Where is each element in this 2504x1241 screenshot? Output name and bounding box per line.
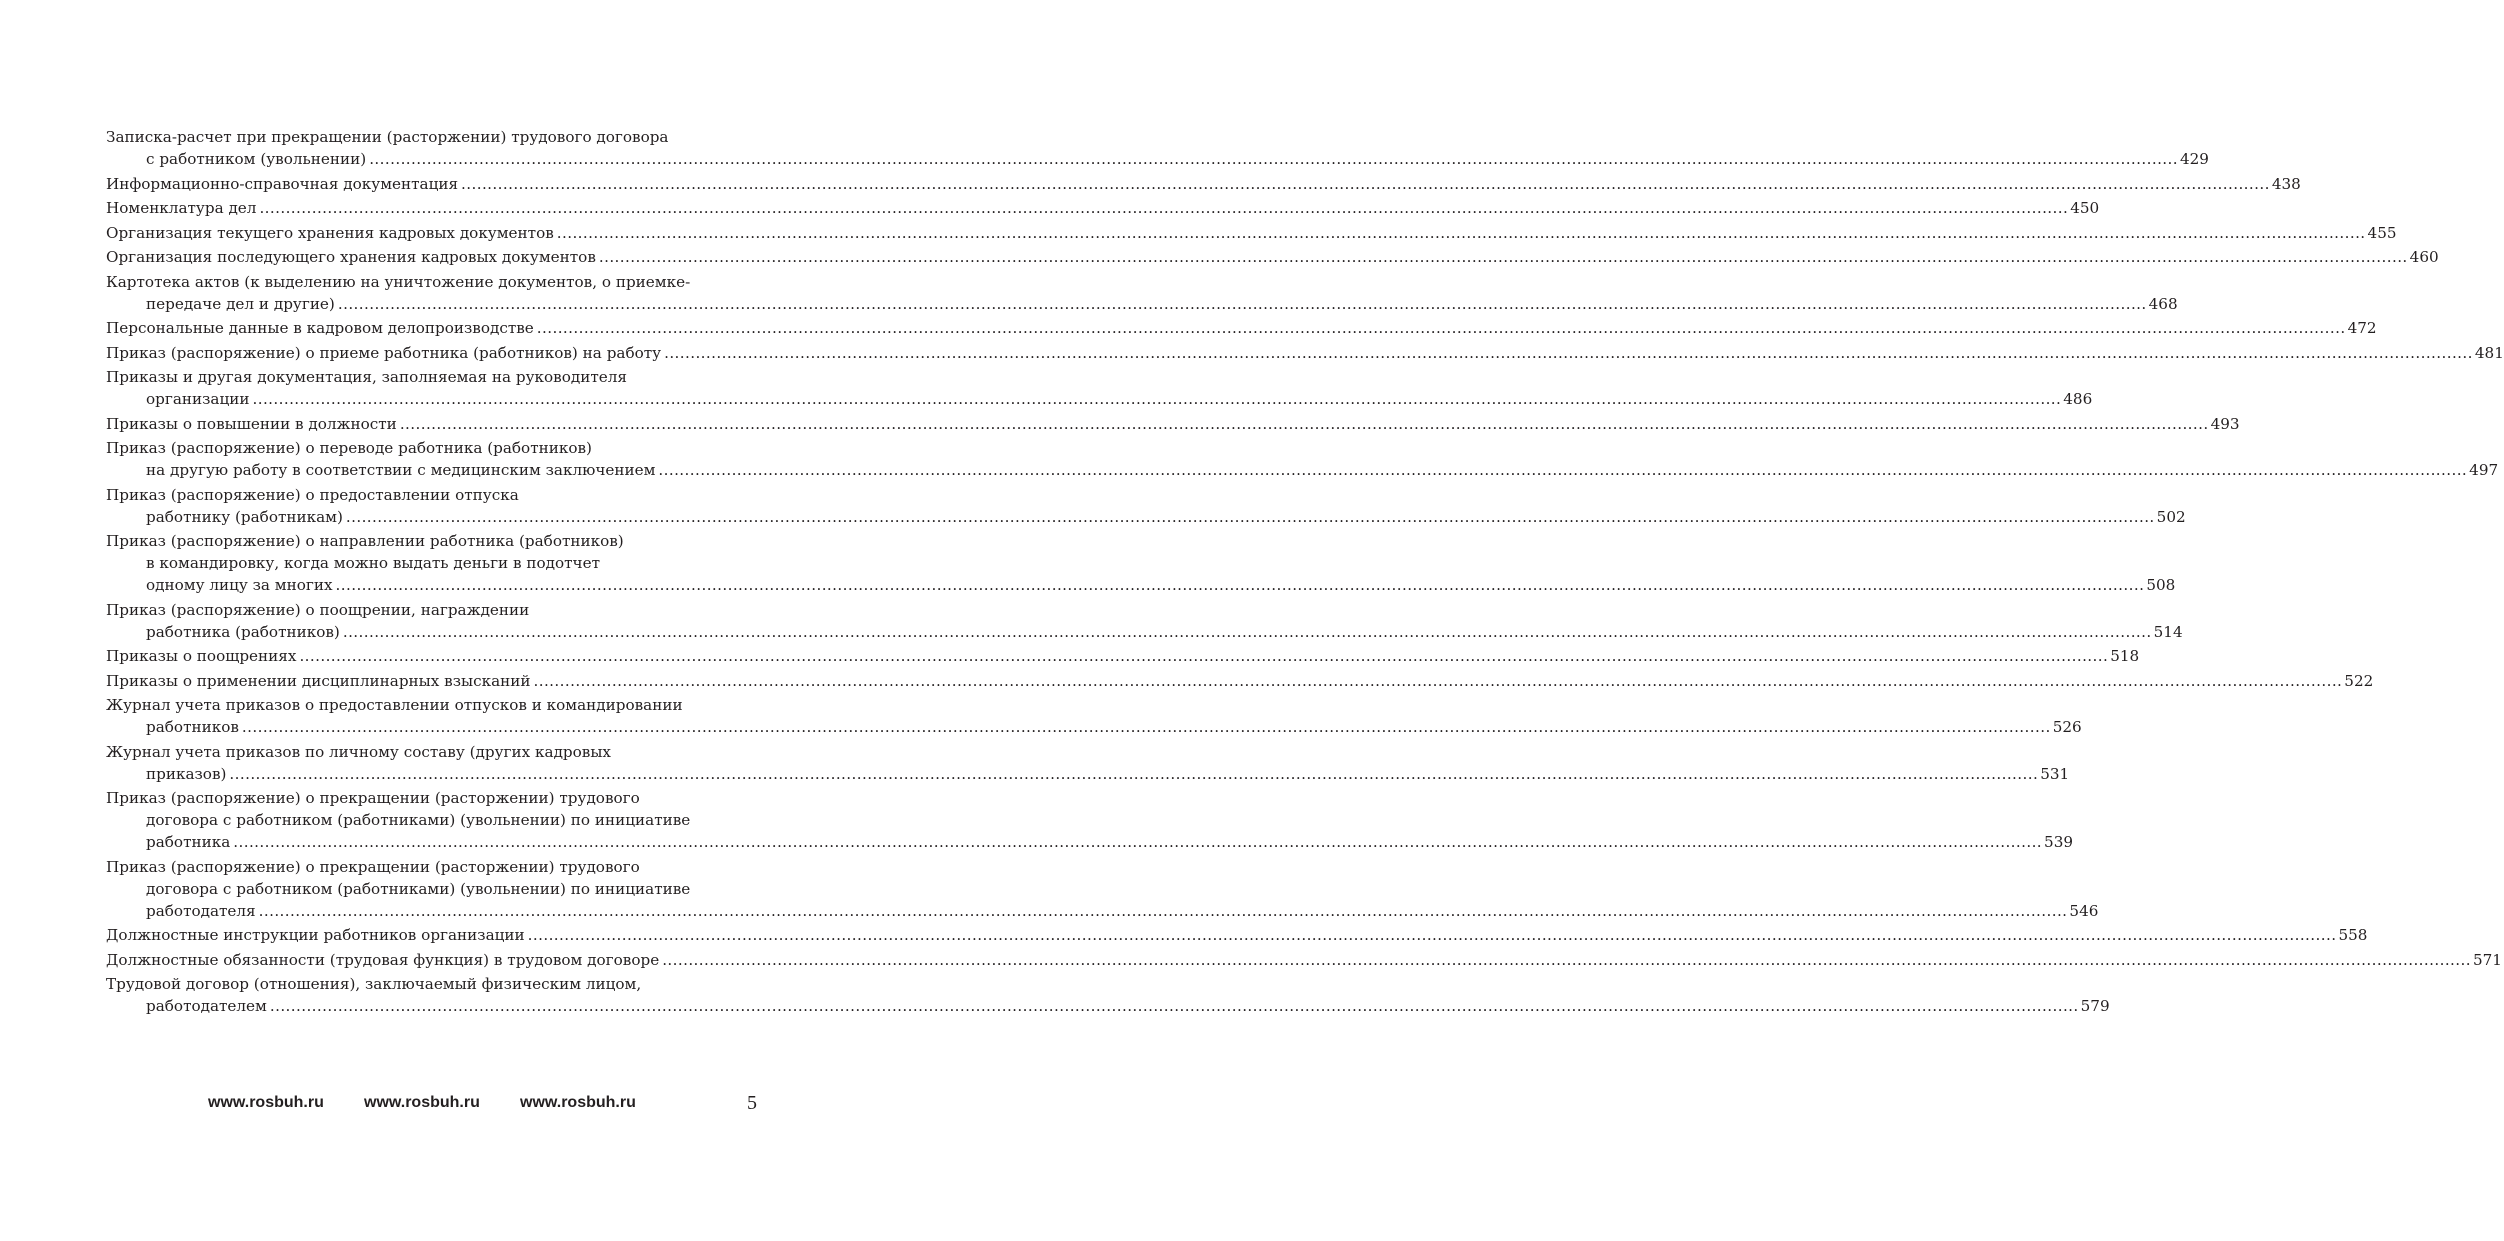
toc-entry-last-line [106, 388, 2093, 410]
toc-entry-last-line [106, 506, 2186, 528]
footer-url[interactable]: www.rosbuh.ru [208, 1094, 324, 1111]
page-footer [0, 1094, 857, 1118]
toc-dot-leader [242, 718, 2051, 736]
toc-page-number: 450 [2070, 199, 2100, 217]
toc-entry-last-line [106, 317, 2377, 339]
toc-dot-leader [338, 295, 2147, 313]
toc-page-number: 497 [2469, 461, 2499, 479]
toc-page-number: 455 [2367, 223, 2397, 242]
toc-entry[interactable] [106, 484, 2186, 528]
toc-entry-last-line [106, 670, 2374, 692]
toc-entry[interactable] [106, 787, 2074, 853]
page-number: 5 [747, 1092, 757, 1114]
toc-entry-last-line [106, 293, 2178, 315]
toc-entry[interactable] [106, 271, 2178, 315]
toc-entry-last-line [106, 763, 2070, 785]
toc-entry-last-line [106, 949, 2502, 971]
toc-page-number: 493 [2210, 414, 2240, 433]
toc-entry[interactable] [106, 366, 2093, 410]
toc-entry[interactable] [106, 342, 2504, 364]
toc-page-number: 502 [2156, 507, 2186, 526]
toc-entry-title-line: работнику (работникам) [146, 507, 343, 526]
toc-entry-title-line: Приказ (распоряжение) о переводе работника (работников) [106, 439, 592, 457]
toc-entry-title-line: Должностные инструкции работников организации [106, 926, 525, 944]
toc-entry-last-line [106, 900, 2099, 922]
toc-entry-title-line: Организация последующего хранения кадровых документов [106, 248, 596, 266]
toc-entry-title-line: Должностные обязанности (трудовая функция) в трудовом договоре [106, 950, 660, 969]
toc-entry[interactable] [106, 317, 2377, 339]
toc-entry-title-line: с работником (увольнении) [146, 150, 367, 168]
toc-entry-title-line: в командировку, когда можно выдать деньги в подотчет [146, 554, 600, 572]
toc-entry[interactable] [106, 856, 2099, 922]
toc-entry-last-line [106, 197, 2100, 219]
toc-dot-leader [270, 997, 2079, 1015]
toc-entry-title-line: работников [146, 718, 239, 736]
toc-dot-leader [461, 175, 2270, 193]
toc-entry[interactable] [106, 530, 2176, 596]
toc-entry[interactable] [106, 246, 2439, 268]
toc-entry[interactable] [106, 599, 2183, 643]
toc-entry-title-line: одному лицу за многих [146, 576, 333, 594]
toc-dot-leader [259, 902, 2068, 920]
toc-entry-last-line [106, 716, 2082, 738]
toc-entry-last-line [106, 222, 2397, 244]
toc-entry[interactable] [106, 197, 2100, 219]
toc-entry-title-line: Приказ (распоряжение) о предоставлении отпуска [106, 485, 519, 504]
toc-page-number: 539 [2044, 833, 2074, 851]
toc-entry-title-line: передаче дел и другие) [146, 294, 335, 313]
toc-entry-title-line: Персональные данные в кадровом делопроизводстве [106, 319, 534, 337]
toc-entry[interactable] [106, 973, 2110, 1017]
toc-entry-last-line [106, 173, 2301, 195]
toc-page-number: 571 [2472, 950, 2502, 969]
toc-entry-title-line: Приказ (распоряжение) о поощрении, награждении [106, 600, 530, 619]
toc-entry-title-line: Приказ (распоряжение) о направлении работника (работников) [106, 532, 624, 550]
toc-entry[interactable] [106, 437, 2499, 481]
toc-entry[interactable] [106, 741, 2070, 785]
toc-entry-title-line: Записка-расчет при прекращении (расторжении) трудового договора [106, 128, 669, 146]
toc-entry-title-line: работника [146, 833, 231, 851]
toc-page-number: 481 [2474, 343, 2504, 362]
toc-entry-title-line: Журнал учета приказов по личному составу (других кадровых [106, 742, 611, 761]
toc-entry-title-line: организации [146, 390, 250, 408]
toc-entry-title-line: приказов) [146, 764, 227, 783]
toc-page-number: 522 [2344, 671, 2374, 690]
toc-entry-title-line: работодателя [146, 901, 256, 920]
toc-page-number: 518 [2110, 647, 2140, 665]
toc-entry-last-line [106, 459, 2499, 481]
toc-entry[interactable] [106, 222, 2397, 244]
footer-url[interactable]: www.rosbuh.ru [520, 1094, 636, 1111]
toc-entry-title-line: Приказы о применении дисциплинарных взысканий [106, 671, 531, 690]
toc-dot-leader [336, 576, 2145, 594]
toc-dot-leader [534, 672, 2343, 690]
toc-dot-leader [259, 199, 2068, 217]
toc-dot-leader [400, 415, 2209, 433]
toc-entry-last-line [106, 924, 2368, 946]
toc-entry-last-line [106, 621, 2183, 643]
toc-entry-title-line: работника (работников) [146, 622, 340, 641]
toc-page-number: 579 [2080, 997, 2110, 1015]
toc-entry-title-line: договора с работником (работниками) (увольнении) по инициативе [146, 879, 691, 898]
toc-entry-last-line [106, 574, 2176, 596]
toc-entry-title-line: Номенклатура дел [106, 199, 257, 217]
toc-page-number: 546 [2069, 901, 2099, 920]
toc-entry[interactable] [106, 694, 2082, 738]
toc-entry-title-line: Журнал учета приказов о предоставлении отпусков и командировании [106, 696, 683, 714]
toc-entry[interactable] [106, 126, 2209, 170]
toc-page-number: 526 [2052, 718, 2082, 736]
toc-dot-leader [599, 248, 2408, 266]
toc-entry[interactable] [106, 670, 2374, 692]
toc-dot-leader [369, 150, 2178, 168]
toc-entry-title-line: Приказ (распоряжение) о приеме работника (работников) на работу [106, 343, 662, 362]
toc-entry-title-line: договора с работником (работниками) (увольнении) по инициативе [146, 811, 691, 829]
toc-dot-leader [662, 951, 2471, 969]
toc-dot-leader [346, 508, 2155, 526]
toc-entry-title-line: Приказы о повышении в должности [106, 414, 397, 433]
toc-dot-leader [664, 344, 2473, 362]
toc-page-number: 438 [2271, 174, 2301, 193]
toc-entry-last-line [106, 413, 2240, 435]
toc-entry-title-line: Приказы о поощрениях [106, 647, 297, 665]
toc-entry-last-line [106, 342, 2504, 364]
toc-entry-title-line: Приказы и другая документация, заполняемая на руководителя [106, 368, 627, 386]
toc-entry-last-line [106, 246, 2439, 268]
toc-page-number: 429 [2179, 150, 2209, 168]
toc-entry-title-line: Приказ (распоряжение) о прекращении (расторжении) трудового [106, 789, 640, 807]
toc-dot-leader [557, 224, 2366, 242]
toc-entry[interactable] [106, 924, 2368, 946]
toc-page-number: 531 [2040, 764, 2070, 783]
toc-entry-title-line: Информационно-справочная документация [106, 174, 459, 193]
toc-entry-title-line: Организация текущего хранения кадровых документов [106, 223, 554, 242]
toc-entry-title-line: работодателем [146, 997, 267, 1015]
toc-entry[interactable] [106, 173, 2301, 195]
toc-page-number: 486 [2063, 390, 2093, 408]
toc-page-number: 460 [2409, 248, 2439, 266]
toc-entry-title-line: на другую работу в соответствии с медицинским заключением [146, 461, 656, 479]
table-of-contents [106, 126, 2504, 1020]
toc-entry-title-line: Трудовой договор (отношения), заключаемый физическим лицом, [106, 975, 642, 993]
toc-entry[interactable] [106, 949, 2502, 971]
toc-page-number: 468 [2148, 294, 2178, 313]
toc-entry-last-line [106, 645, 2140, 667]
toc-entry-title-line: Приказ (распоряжение) о прекращении (расторжении) трудового [106, 857, 640, 876]
toc-dot-leader [343, 623, 2152, 641]
toc-entry-last-line [106, 995, 2110, 1017]
toc-page-number: 558 [2338, 926, 2368, 944]
toc-dot-leader [528, 926, 2337, 944]
toc-entry[interactable] [106, 413, 2240, 435]
toc-dot-leader [233, 833, 2042, 851]
toc-entry[interactable] [106, 645, 2140, 667]
toc-entry-last-line [106, 148, 2209, 170]
toc-page-number: 508 [2146, 576, 2176, 594]
toc-page-number: 514 [2153, 622, 2183, 641]
toc-entry-last-line [106, 831, 2074, 853]
toc-dot-leader [252, 390, 2061, 408]
toc-dot-leader [229, 765, 2038, 783]
footer-url[interactable]: www.rosbuh.ru [364, 1094, 480, 1111]
toc-dot-leader [537, 319, 2346, 337]
toc-dot-leader [299, 647, 2108, 665]
toc-dot-leader [658, 461, 2467, 479]
toc-entry-title-line: Картотека актов (к выделению на уничтожение документов, о приемке- [106, 272, 691, 291]
toc-page-number: 472 [2347, 319, 2377, 337]
